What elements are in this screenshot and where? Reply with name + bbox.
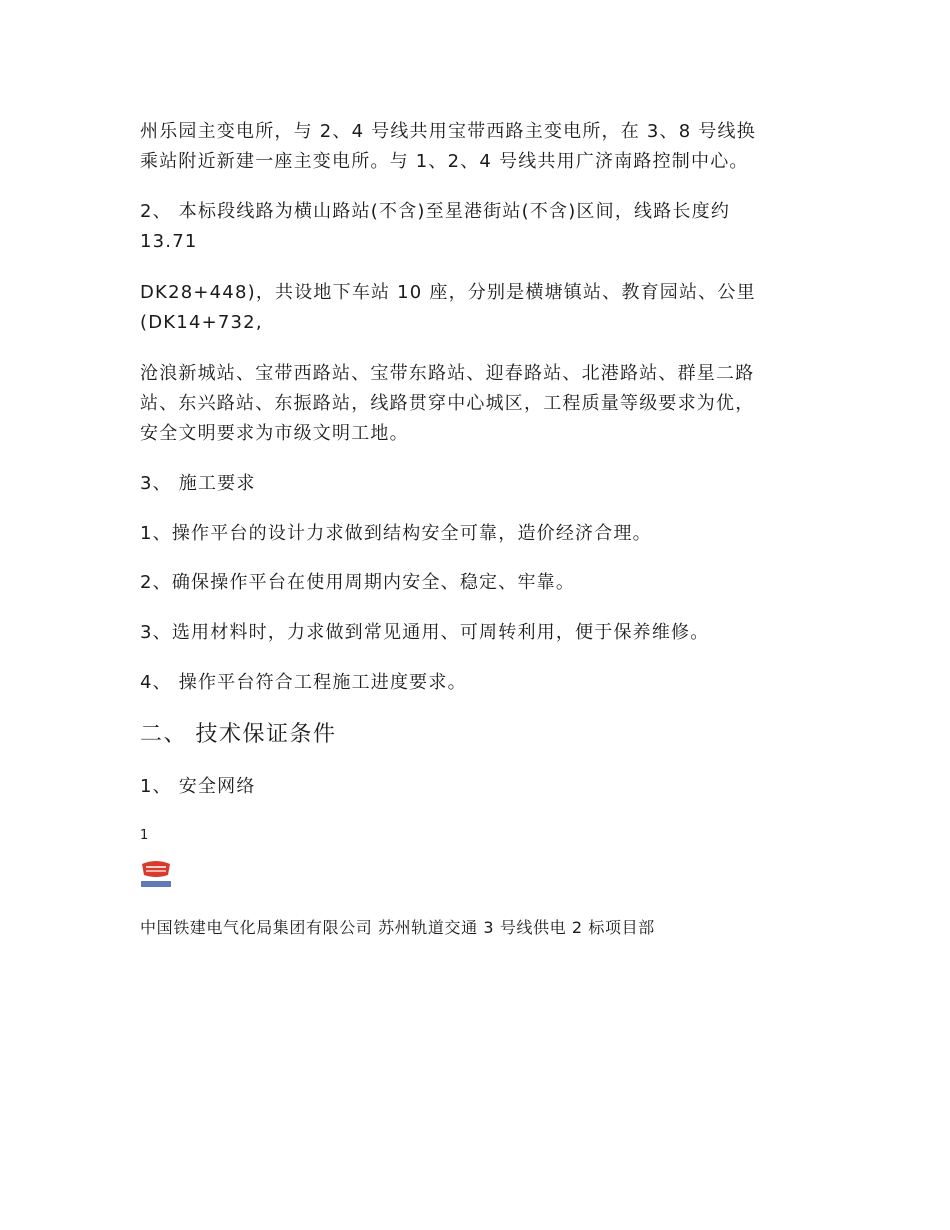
paragraph-line: 沧浪新城站、宝带西路站、宝带东路站、迎春路站、北港路站、群星二路 (140, 363, 755, 384)
paragraph-line: 13.71 (140, 231, 198, 252)
paragraph-line: 乘站附近新建一座主变电所。与 1、2、4 号线共用广济南路控制中心。 (140, 151, 749, 172)
subheading: 1、 安全网络 (140, 776, 256, 797)
list-item: 1、操作平台的设计力求做到结构安全可靠，造价经济合理。 (140, 523, 652, 544)
list-item: 3、选用材料时，力求做到常见通用、可周转利用，便于保养维修。 (140, 622, 710, 643)
paragraph-line: 州乐园主变电所，与 2、4 号线共用宝带西路主变电所，在 3、8 号线换 (140, 121, 756, 142)
paragraph-line: (DK14+732, (140, 312, 263, 333)
footer-text: 中国铁建电气化局集团有限公司 苏州轨道交通 3 号线供电 2 标项目部 (140, 918, 655, 937)
paragraph-line: 站、东兴路站、东振路站，线路贯穿中心城区，工程质量等级要求为优， (140, 393, 755, 414)
paragraph-line: 安全文明要求为市级文明工地。 (140, 423, 409, 444)
list-item: 2、确保操作平台在使用周期内安全、稳定、牢靠。 (140, 572, 576, 593)
list-item: 4、 操作平台符合工程施工进度要求。 (140, 672, 467, 693)
paragraph-line: DK28+448)，共设地下车站 10 座，分别是横塘镇站、教育园站、公里 (140, 282, 756, 303)
company-logo-icon (138, 858, 174, 892)
section-heading-3: 3、 施工要求 (140, 473, 256, 494)
page-number: 1 (140, 828, 149, 843)
section-heading: 二、 技术保证条件 (140, 722, 337, 747)
paragraph-line: 2、 本标段线路为横山路站(不含)至星港街站(不含)区间，线路长度约 (140, 201, 731, 222)
